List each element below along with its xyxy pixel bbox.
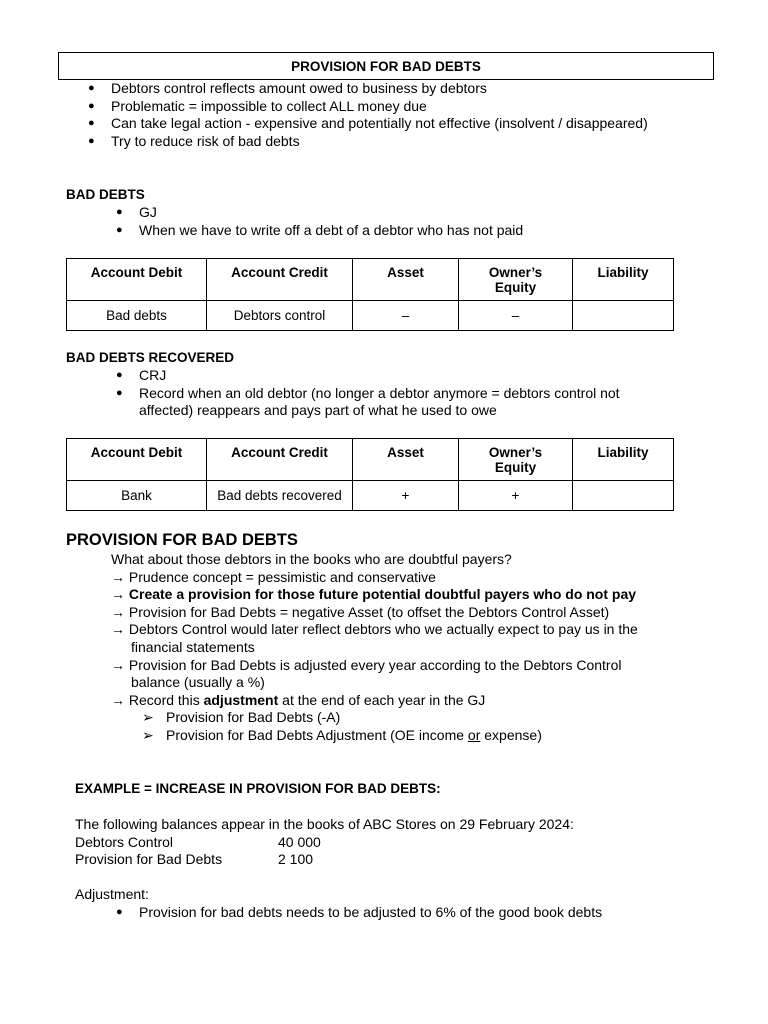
- arrow-icon: →: [111, 586, 125, 603]
- example-intro: The following balances appear in the books of ABC Stores on 29 February 2024:: [75, 816, 574, 832]
- bullet-icon: ●: [116, 223, 123, 236]
- bullet-icon: ●: [88, 99, 95, 112]
- list-item: ● Debtors control reflects amount owed to business by debtors: [88, 80, 487, 96]
- bullet-icon: ●: [116, 906, 123, 918]
- table-header-cell: Liability: [573, 259, 674, 301]
- arrow-icon: →: [111, 603, 125, 620]
- provision-sub-point: ➢ Provision for Bad Debts (-A): [142, 709, 341, 726]
- provision-point: → Prudence concept = pessimistic and conservative: [111, 568, 436, 585]
- list-item: ● Problematic = impossible to collect ALL money due: [88, 97, 427, 114]
- arrow-icon: →: [111, 568, 125, 585]
- provision-point: → Provision for Bad Debts is adjusted every year according to the Debtors Control: [111, 656, 622, 673]
- table-row: [67, 301, 674, 331]
- list-item: ● GJ: [116, 204, 157, 220]
- adjustment-bullet-list: [116, 904, 603, 922]
- section-heading-bad-debts-recovered: BAD DEBTS RECOVERED: [66, 350, 235, 365]
- table-header-cell: Account Debit: [67, 439, 207, 481]
- provision-point: → Create a provision for those future potential doubtful payers who do not pay: [111, 586, 637, 603]
- bad-debts-table: [66, 258, 674, 331]
- table-header-row: [67, 259, 674, 301]
- table-header-cell: Account Credit: [207, 439, 353, 481]
- table-header-cell: Owner’s Equity: [459, 259, 573, 301]
- bullet-icon: ●: [116, 206, 123, 218]
- intro-bullet-list: [88, 80, 648, 150]
- table-cell: Debtors control: [207, 301, 353, 331]
- provision-point: → Record this adjustment at the end of each year in the GJ: [111, 691, 486, 708]
- table-cell: [573, 301, 674, 331]
- adjustment-label: Adjustment:: [75, 886, 149, 902]
- table-header-cell: Account Debit: [67, 259, 207, 301]
- chevron-icon: ➢: [142, 709, 154, 726]
- balance-label: Provision for Bad Debts: [75, 851, 223, 867]
- bullet-icon: ●: [116, 369, 123, 381]
- provision-question: What about those debtors in the books who are doubtful payers?: [111, 551, 512, 567]
- bullet-icon: ●: [88, 117, 95, 130]
- list-item: ● CRJ: [116, 367, 167, 383]
- table-cell: +: [353, 481, 459, 511]
- provision-point-continued: balance (usually a %): [131, 674, 265, 691]
- bad-debts-recovered-bullet-list: [116, 367, 659, 420]
- balance-label: Debtors Control: [75, 834, 174, 850]
- bad-debts-recovered-table: [66, 438, 674, 511]
- bullet-icon: ●: [88, 134, 95, 147]
- table-cell: Bad debts: [67, 301, 207, 331]
- list-item: ● When we have to write off a debt of a debtor who has not paid: [116, 221, 524, 238]
- provision-explanation: [111, 551, 638, 745]
- page-title: PROVISION FOR BAD DEBTS: [58, 52, 714, 80]
- bullet-icon: ●: [116, 386, 123, 399]
- chevron-icon: ➢: [142, 726, 154, 743]
- provision-point-continued: financial statements: [131, 638, 255, 655]
- table-cell: –: [353, 301, 459, 331]
- table-cell: [573, 481, 674, 511]
- list-item: ● Can take legal action - expensive and potentially not effective (insolvent / disappeared): [88, 115, 648, 132]
- balance-value: 40 000: [278, 834, 321, 850]
- table-row: [67, 481, 674, 511]
- list-item: ● Provision for bad debts needs to be adjusted to 6% of the good book debts: [116, 904, 603, 920]
- table-cell: +: [459, 481, 573, 511]
- provision-point: → Provision for Bad Debts = negative Asset (to offset the Debtors Control Asset): [111, 603, 610, 620]
- table-header-cell: Liability: [573, 439, 674, 481]
- provision-point: → Debtors Control would later reflect debtors who we actually expect to pay us in the: [111, 621, 638, 638]
- bad-debts-bullet-list: [116, 204, 524, 239]
- table-cell: –: [459, 301, 573, 331]
- section-heading-provision: PROVISION FOR BAD DEBTS: [66, 531, 298, 549]
- table-header-cell: Asset: [353, 439, 459, 481]
- provision-sub-point: ➢ Provision for Bad Debts Adjustment (OE income or expense): [142, 726, 542, 743]
- balance-value: 2 100: [278, 851, 314, 867]
- arrow-icon: →: [111, 691, 125, 708]
- table-cell: Bank: [67, 481, 207, 511]
- table-header-cell: Owner’s Equity: [459, 439, 573, 481]
- arrow-icon: →: [111, 656, 125, 673]
- bullet-icon: ●: [88, 82, 95, 94]
- list-item: ● Try to reduce risk of bad debts: [88, 132, 300, 149]
- table-header-cell: Asset: [353, 259, 459, 301]
- table-cell: Bad debts recovered: [207, 481, 353, 511]
- example-heading: EXAMPLE = INCREASE IN PROVISION FOR BAD DEBTS:: [75, 781, 441, 796]
- section-heading-bad-debts: BAD DEBTS: [66, 187, 145, 202]
- table-header-row: [67, 439, 674, 481]
- list-item: ● Record when an old debtor (no longer a debtor anymore = debtors control not affected) reappears and pays part of what he used to owe: [116, 384, 620, 419]
- table-header-cell: Account Credit: [207, 259, 353, 301]
- arrow-icon: →: [111, 621, 125, 638]
